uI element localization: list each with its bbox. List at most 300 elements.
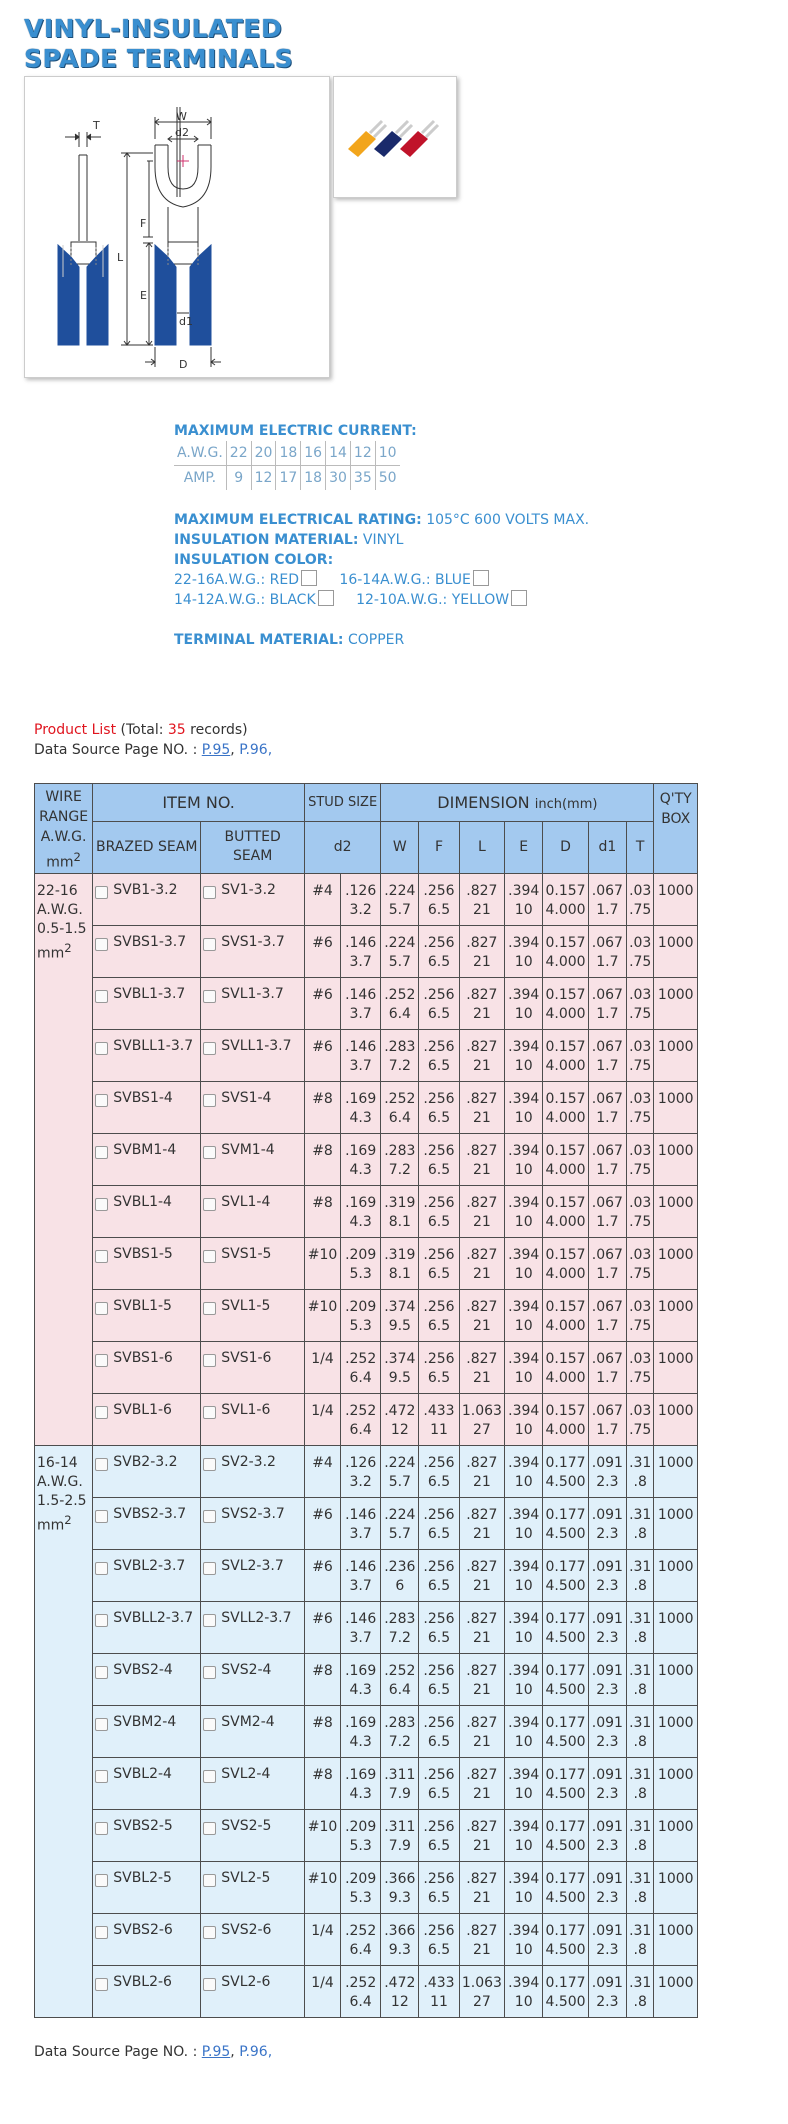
header-stud-size: STUD SIZE <box>305 784 381 822</box>
table-row <box>35 1341 698 1393</box>
dim-F-cell: .256 6.5 <box>419 1913 459 1965</box>
dim-D-cell: 0.177 4.500 <box>543 1809 589 1861</box>
dim-T-cell: .31 .8 <box>626 1809 654 1861</box>
page-link-96[interactable]: P.96, <box>239 742 273 758</box>
page-link-95[interactable]: P.95 <box>201 742 231 758</box>
max-current-label: MAXIMUM ELECTRIC CURRENT: <box>174 423 417 439</box>
brazed-item-cell[interactable]: SVB1-3.2 <box>93 873 201 925</box>
dim-T-cell: .03 .75 <box>626 977 654 1029</box>
label-T: T <box>93 119 100 132</box>
dim-d1-cell: .067 1.7 <box>588 1393 626 1445</box>
dim-L-cell: .827 21 <box>459 925 505 977</box>
dim-F-cell: .256 6.5 <box>419 977 459 1029</box>
qty-cell: 1000 <box>654 1601 698 1653</box>
qty-cell: 1000 <box>654 925 698 977</box>
select-checkbox[interactable] <box>95 1614 108 1627</box>
dim-d1-cell: .067 1.7 <box>588 925 626 977</box>
dim-D-cell: 0.157 4.000 <box>543 1081 589 1133</box>
dim-L-cell: .827 21 <box>459 1549 505 1601</box>
dim-T-cell: .31 .8 <box>626 1601 654 1653</box>
select-checkbox[interactable] <box>95 1354 108 1367</box>
stud-size-cell: #6 <box>305 925 341 977</box>
side-view <box>58 132 108 345</box>
dim-W-cell: .366 9.3 <box>381 1861 419 1913</box>
header-brazed: BRAZED SEAM <box>93 822 201 874</box>
qty-cell: 1000 <box>654 1913 698 1965</box>
label-D: D <box>179 358 188 371</box>
dim-d1-cell: .091 2.3 <box>588 1601 626 1653</box>
butted-item-cell[interactable]: SVL2-6 <box>201 1965 305 2017</box>
dim-E-cell: .394 10 <box>505 1081 543 1133</box>
brazed-item-cell[interactable]: SVBL1-5 <box>93 1289 201 1341</box>
select-checkbox[interactable] <box>95 1926 108 1939</box>
dim-D-cell: 0.177 4.500 <box>543 1445 589 1497</box>
dim-F-cell: .256 6.5 <box>419 1549 459 1601</box>
dim-E-cell: .394 10 <box>505 1549 543 1601</box>
select-checkbox[interactable] <box>203 1770 216 1783</box>
dim-E-cell: .394 10 <box>505 1757 543 1809</box>
butted-item-cell[interactable]: SVS1-4 <box>201 1081 305 1133</box>
select-checkbox[interactable] <box>95 1458 108 1471</box>
dim-E-cell: .394 10 <box>505 1809 543 1861</box>
qty-cell: 1000 <box>654 1185 698 1237</box>
select-checkbox[interactable] <box>95 938 108 951</box>
select-checkbox[interactable] <box>203 1406 216 1419</box>
terminal-material-value: COPPER <box>347 632 405 648</box>
header-row-1 <box>35 784 698 822</box>
select-checkbox[interactable] <box>95 1562 108 1575</box>
amp-cell: 35 <box>350 466 375 491</box>
dim-T-cell: .03 .75 <box>626 1081 654 1133</box>
brazed-item-cell[interactable]: SVBL2-4 <box>93 1757 201 1809</box>
select-checkbox[interactable] <box>203 1978 216 1991</box>
select-checkbox[interactable] <box>203 1146 216 1159</box>
dim-F-cell: .256 6.5 <box>419 1237 459 1289</box>
dim-D-cell: 0.177 4.500 <box>543 1601 589 1653</box>
material-line <box>174 530 634 550</box>
dim-d2-cell: .209 5.3 <box>341 1237 381 1289</box>
awg-row-label: A.W.G. <box>174 441 226 466</box>
stud-size-cell: 1/4 <box>305 1965 341 2017</box>
spade-terminal-drawing <box>25 77 329 377</box>
dim-d2-cell: .146 3.7 <box>341 1029 381 1081</box>
title-line-1: VINYL-INSULATED <box>24 14 283 43</box>
awg-row <box>174 441 400 466</box>
footer-page-link-96[interactable]: P.96, <box>239 2044 273 2060</box>
brazed-item-cell[interactable]: SVBL1-3.7 <box>93 977 201 1029</box>
select-checkbox[interactable] <box>203 1302 216 1315</box>
select-checkbox[interactable] <box>95 1718 108 1731</box>
data-source-label: Data Source Page NO. : <box>34 742 202 758</box>
select-checkbox[interactable] <box>95 886 108 899</box>
dim-W-cell: .224 5.7 <box>381 1497 419 1549</box>
dim-W-cell: .311 7.9 <box>381 1809 419 1861</box>
dim-D-cell: 0.177 4.500 <box>543 1497 589 1549</box>
dim-d1-cell: .091 2.3 <box>588 1705 626 1757</box>
select-checkbox[interactable] <box>95 1822 108 1835</box>
label-W: W <box>176 110 187 123</box>
select-checkbox[interactable] <box>203 1614 216 1627</box>
dim-T-cell: .03 .75 <box>626 873 654 925</box>
title-line-2: SPADE TERMINALS <box>24 44 294 73</box>
qty-cell: 1000 <box>654 1341 698 1393</box>
select-checkbox[interactable] <box>95 1302 108 1315</box>
page-title <box>24 14 293 74</box>
brazed-item-cell[interactable]: SVBS2-4 <box>93 1653 201 1705</box>
butted-item-cell[interactable]: SVS2-4 <box>201 1653 305 1705</box>
dim-D-cell: 0.177 4.500 <box>543 1913 589 1965</box>
qty-cell: 1000 <box>654 1445 698 1497</box>
dim-d1-cell: .091 2.3 <box>588 1913 626 1965</box>
header-D: D <box>543 822 589 874</box>
select-checkbox[interactable] <box>203 990 216 1003</box>
wire-range-cell: 22-16 A.W.G. 0.5-1.5 $mm^2$ <box>35 873 93 1445</box>
dim-d1-cell: .067 1.7 <box>588 1341 626 1393</box>
dim-d1-cell: .091 2.3 <box>588 1965 626 2017</box>
wire-range-cell: 16-14 A.W.G. 1.5-2.5 $mm^2$ <box>35 1445 93 2017</box>
qty-cell: 1000 <box>654 1653 698 1705</box>
select-checkbox[interactable] <box>203 1562 216 1575</box>
header-qty-box: Q'TY BOX <box>654 784 698 874</box>
dim-d2-cell: .146 3.7 <box>341 977 381 1029</box>
select-checkbox[interactable] <box>95 1146 108 1159</box>
dim-d1-cell: .091 2.3 <box>588 1861 626 1913</box>
qty-cell: 1000 <box>654 1029 698 1081</box>
dim-L-cell: .827 21 <box>459 1861 505 1913</box>
brazed-item-cell[interactable]: SVBLL2-3.7 <box>93 1601 201 1653</box>
footer-page-link-95[interactable]: P.95 <box>201 2044 231 2060</box>
dim-T-cell: .31 .8 <box>626 1861 654 1913</box>
qty-cell: 1000 <box>654 1861 698 1913</box>
material-value: VINYL <box>362 532 404 548</box>
dim-W-cell: .319 8.1 <box>381 1185 419 1237</box>
brazed-item-cell[interactable]: SVBL2-6 <box>93 1965 201 2017</box>
dim-D-cell: 0.157 4.000 <box>543 1029 589 1081</box>
dim-E-cell: .394 10 <box>505 1445 543 1497</box>
dim-d1-cell: .067 1.7 <box>588 873 626 925</box>
color-item <box>339 572 488 588</box>
header-row-2 <box>35 822 698 874</box>
butted-item-cell[interactable]: SV2-3.2 <box>201 1445 305 1497</box>
select-checkbox[interactable] <box>203 1354 216 1367</box>
brazed-item-cell[interactable]: SVBL2-5 <box>93 1861 201 1913</box>
dim-L-cell: .827 21 <box>459 1289 505 1341</box>
table-row <box>35 1237 698 1289</box>
dim-D-cell: 0.157 4.000 <box>543 1133 589 1185</box>
brazed-item-cell[interactable]: SVBS2-5 <box>93 1809 201 1861</box>
select-checkbox[interactable] <box>95 1666 108 1679</box>
brazed-item-cell[interactable]: SVBL1-6 <box>93 1393 201 1445</box>
dim-E-cell: .394 10 <box>505 1913 543 1965</box>
dim-E-cell: .394 10 <box>505 1029 543 1081</box>
stud-size-cell: #6 <box>305 1497 341 1549</box>
qty-cell: 1000 <box>654 977 698 1029</box>
qty-cell: 1000 <box>654 1705 698 1757</box>
butted-item-cell[interactable]: SVL2-4 <box>201 1757 305 1809</box>
dim-d1-cell: .091 2.3 <box>588 1497 626 1549</box>
qty-cell: 1000 <box>654 1289 698 1341</box>
qty-cell: 1000 <box>654 1549 698 1601</box>
brazed-item-cell[interactable]: SVBS1-4 <box>93 1081 201 1133</box>
select-checkbox[interactable] <box>203 1926 216 1939</box>
select-checkbox[interactable] <box>95 1198 108 1211</box>
dim-W-cell: .366 9.3 <box>381 1913 419 1965</box>
select-checkbox[interactable] <box>95 1770 108 1783</box>
header-butted: BUTTED SEAM <box>201 822 305 874</box>
amp-cell: 9 <box>226 466 251 491</box>
dim-d1-cell: .067 1.7 <box>588 1133 626 1185</box>
table-row <box>35 1809 698 1861</box>
current-table <box>174 441 400 490</box>
stud-size-cell: 1/4 <box>305 1393 341 1445</box>
amp-cell: 12 <box>251 466 276 491</box>
amp-row-label: AMP. <box>174 466 226 491</box>
dim-T-cell: .31 .8 <box>626 1445 654 1497</box>
dim-L-cell: 1.063 27 <box>459 1393 505 1445</box>
color-item <box>174 592 334 608</box>
butted-item-cell[interactable]: SVM2-4 <box>201 1705 305 1757</box>
dim-E-cell: .394 10 <box>505 1705 543 1757</box>
color-swatch <box>318 590 334 606</box>
stud-size-cell: 1/4 <box>305 1913 341 1965</box>
dim-D-cell: 0.157 4.000 <box>543 977 589 1029</box>
table-row <box>35 1965 698 2017</box>
dim-L-cell: .827 21 <box>459 1601 505 1653</box>
butted-item-cell[interactable]: SVM1-4 <box>201 1133 305 1185</box>
dim-W-cell: .236 6 <box>381 1549 419 1601</box>
dim-F-cell: .256 6.5 <box>419 1705 459 1757</box>
header-d2: d2 <box>305 822 381 874</box>
brazed-item-cell[interactable]: SVBS1-5 <box>93 1237 201 1289</box>
total-count: 35 <box>167 722 186 738</box>
dim-F-cell: .256 6.5 <box>419 873 459 925</box>
label-d2: d2 <box>175 126 189 139</box>
dim-T-cell: .31 .8 <box>626 1653 654 1705</box>
butted-item-cell[interactable]: SVL1-3.7 <box>201 977 305 1029</box>
brazed-item-cell[interactable]: SVBM2-4 <box>93 1705 201 1757</box>
select-checkbox[interactable] <box>203 1510 216 1523</box>
stud-size-cell: #8 <box>305 1653 341 1705</box>
dim-F-cell: .256 6.5 <box>419 1809 459 1861</box>
stud-size-cell: #4 <box>305 873 341 925</box>
table-row <box>35 1445 698 1497</box>
product-photo <box>333 76 457 198</box>
front-view <box>121 107 221 367</box>
stud-size-cell: #8 <box>305 1133 341 1185</box>
awg-cell: 18 <box>276 441 301 466</box>
qty-cell: 1000 <box>654 1393 698 1445</box>
brazed-item-cell[interactable]: SVBL1-4 <box>93 1185 201 1237</box>
brazed-item-cell[interactable]: SVBLL1-3.7 <box>93 1029 201 1081</box>
dim-W-cell: .319 8.1 <box>381 1237 419 1289</box>
dim-E-cell: .394 10 <box>505 1341 543 1393</box>
butted-item-cell[interactable]: SVS2-6 <box>201 1913 305 1965</box>
dim-L-cell: .827 21 <box>459 1185 505 1237</box>
brazed-item-cell[interactable]: SVB2-3.2 <box>93 1445 201 1497</box>
dim-d1-cell: .067 1.7 <box>588 1289 626 1341</box>
dim-D-cell: 0.177 4.500 <box>543 1549 589 1601</box>
select-checkbox[interactable] <box>95 1978 108 1991</box>
amp-cell: 17 <box>276 466 301 491</box>
butted-item-cell[interactable]: SVLL2-3.7 <box>201 1601 305 1653</box>
awg-cell: 16 <box>301 441 326 466</box>
qty-cell: 1000 <box>654 1237 698 1289</box>
product-list-label: Product List <box>34 722 117 738</box>
dim-D-cell: 0.157 4.000 <box>543 1393 589 1445</box>
specifications <box>174 421 634 650</box>
amp-row <box>174 466 400 491</box>
dim-d1-cell: .067 1.7 <box>588 1029 626 1081</box>
dim-T-cell: .31 .8 <box>626 1549 654 1601</box>
dim-d2-cell: .126 3.2 <box>341 873 381 925</box>
dim-L-cell: 1.063 27 <box>459 1965 505 2017</box>
select-checkbox[interactable] <box>203 938 216 951</box>
dim-F-cell: .256 6.5 <box>419 1029 459 1081</box>
select-checkbox[interactable] <box>203 1094 216 1107</box>
header-W: W <box>381 822 419 874</box>
awg-cell: 12 <box>350 441 375 466</box>
butted-item-cell[interactable]: SVS1-5 <box>201 1237 305 1289</box>
dim-L-cell: .827 21 <box>459 1497 505 1549</box>
color-item <box>356 592 527 608</box>
select-checkbox[interactable] <box>95 1510 108 1523</box>
butted-item-cell[interactable]: SVL2-3.7 <box>201 1549 305 1601</box>
color-black-text: 14-12A.W.G.: BLACK <box>174 592 316 608</box>
select-checkbox[interactable] <box>203 1874 216 1887</box>
select-checkbox[interactable] <box>95 1042 108 1055</box>
butted-item-cell[interactable]: SVL1-4 <box>201 1185 305 1237</box>
brazed-item-cell[interactable]: SVBS2-6 <box>93 1913 201 1965</box>
stud-size-cell: #10 <box>305 1289 341 1341</box>
dim-F-cell: .256 6.5 <box>419 1185 459 1237</box>
amp-cell: 30 <box>326 466 351 491</box>
label-F: F <box>140 217 147 230</box>
dim-L-cell: .827 21 <box>459 1653 505 1705</box>
brazed-item-cell[interactable]: SVBM1-4 <box>93 1133 201 1185</box>
dim-L-cell: .827 21 <box>459 1133 505 1185</box>
total-suffix: records) <box>185 722 248 738</box>
butted-item-cell[interactable]: SVS2-5 <box>201 1809 305 1861</box>
dim-L-cell: .827 21 <box>459 1081 505 1133</box>
awg-cell: 20 <box>251 441 276 466</box>
butted-item-cell[interactable]: SVL1-6 <box>201 1393 305 1445</box>
select-checkbox[interactable] <box>203 1822 216 1835</box>
dim-D-cell: 0.177 4.500 <box>543 1861 589 1913</box>
select-checkbox[interactable] <box>95 990 108 1003</box>
table-row <box>35 1913 698 1965</box>
qty-cell: 1000 <box>654 1965 698 2017</box>
stud-size-cell: #8 <box>305 1757 341 1809</box>
dim-W-cell: .472 12 <box>381 1965 419 2017</box>
butted-item-cell[interactable]: SVS1-3.7 <box>201 925 305 977</box>
stud-size-cell: #10 <box>305 1237 341 1289</box>
select-checkbox[interactable] <box>203 1042 216 1055</box>
dim-E-cell: .394 10 <box>505 1965 543 2017</box>
terminal-material-line <box>174 630 634 650</box>
select-checkbox[interactable] <box>95 1094 108 1107</box>
table-row <box>35 1757 698 1809</box>
table-row <box>35 1029 698 1081</box>
dim-F-cell: .433 11 <box>419 1965 459 2017</box>
dim-D-cell: 0.177 4.500 <box>543 1965 589 2017</box>
qty-cell: 1000 <box>654 873 698 925</box>
select-checkbox[interactable] <box>95 1406 108 1419</box>
select-checkbox[interactable] <box>203 1666 216 1679</box>
butted-item-cell[interactable]: SV1-3.2 <box>201 873 305 925</box>
select-checkbox[interactable] <box>95 1874 108 1887</box>
dim-T-cell: .03 .75 <box>626 925 654 977</box>
butted-item-cell[interactable]: SVS1-6 <box>201 1341 305 1393</box>
dim-d2-cell: .252 6.4 <box>341 1341 381 1393</box>
dim-E-cell: .394 10 <box>505 1601 543 1653</box>
dim-F-cell: .256 6.5 <box>419 1081 459 1133</box>
stud-size-cell: 1/4 <box>305 1341 341 1393</box>
dim-T-cell: .03 .75 <box>626 1133 654 1185</box>
select-checkbox[interactable] <box>203 1718 216 1731</box>
table-row <box>35 1393 698 1445</box>
dim-L-cell: .827 21 <box>459 1237 505 1289</box>
brazed-item-cell[interactable]: SVBS2-3.7 <box>93 1497 201 1549</box>
color-blue-text: 16-14A.W.G.: BLUE <box>339 572 471 588</box>
awg-cell: 14 <box>326 441 351 466</box>
dim-W-cell: .252 6.4 <box>381 977 419 1029</box>
select-checkbox[interactable] <box>203 1250 216 1263</box>
dim-W-cell: .311 7.9 <box>381 1757 419 1809</box>
select-checkbox[interactable] <box>95 1250 108 1263</box>
dim-d2-cell: .209 5.3 <box>341 1809 381 1861</box>
dim-W-cell: .283 7.2 <box>381 1133 419 1185</box>
dim-d2-cell: .252 6.4 <box>341 1393 381 1445</box>
dim-T-cell: .03 .75 <box>626 1237 654 1289</box>
select-checkbox[interactable] <box>203 1198 216 1211</box>
dim-T-cell: .31 .8 <box>626 1497 654 1549</box>
dim-L-cell: .827 21 <box>459 1341 505 1393</box>
butted-item-cell[interactable]: SVLL1-3.7 <box>201 1029 305 1081</box>
dim-d2-cell: .146 3.7 <box>341 1497 381 1549</box>
dim-F-cell: .256 6.5 <box>419 1861 459 1913</box>
qty-cell: 1000 <box>654 1497 698 1549</box>
dimension-drawing <box>24 76 330 378</box>
select-checkbox[interactable] <box>203 1458 216 1471</box>
table-row <box>35 1601 698 1653</box>
dim-d2-cell: .126 3.2 <box>341 1445 381 1497</box>
butted-item-cell[interactable]: SVS2-3.7 <box>201 1497 305 1549</box>
dim-D-cell: 0.157 4.000 <box>543 1237 589 1289</box>
butted-item-cell[interactable]: SVL2-5 <box>201 1861 305 1913</box>
brazed-item-cell[interactable]: SVBL2-3.7 <box>93 1549 201 1601</box>
select-checkbox[interactable] <box>203 886 216 899</box>
dim-d1-cell: .067 1.7 <box>588 1081 626 1133</box>
header-E: E <box>505 822 543 874</box>
header-dimension: DIMENSION inch(mm) <box>381 784 654 822</box>
label-d1: d1 <box>179 315 193 328</box>
dim-T-cell: .03 .75 <box>626 1341 654 1393</box>
brazed-item-cell[interactable]: SVBS1-3.7 <box>93 925 201 977</box>
dim-L-cell: .827 21 <box>459 873 505 925</box>
brazed-item-cell[interactable]: SVBS1-6 <box>93 1341 201 1393</box>
product-list-line <box>34 720 272 740</box>
dim-d2-cell: .209 5.3 <box>341 1861 381 1913</box>
table-row <box>35 1705 698 1757</box>
dim-d1-cell: .067 1.7 <box>588 1185 626 1237</box>
dim-T-cell: .03 .75 <box>626 1185 654 1237</box>
butted-item-cell[interactable]: SVL1-5 <box>201 1289 305 1341</box>
dim-T-cell: .03 .75 <box>626 1393 654 1445</box>
dim-E-cell: .394 10 <box>505 1185 543 1237</box>
table-row <box>35 1133 698 1185</box>
footer-source-label: Data Source Page NO. : <box>34 2044 202 2060</box>
table-row <box>35 1081 698 1133</box>
